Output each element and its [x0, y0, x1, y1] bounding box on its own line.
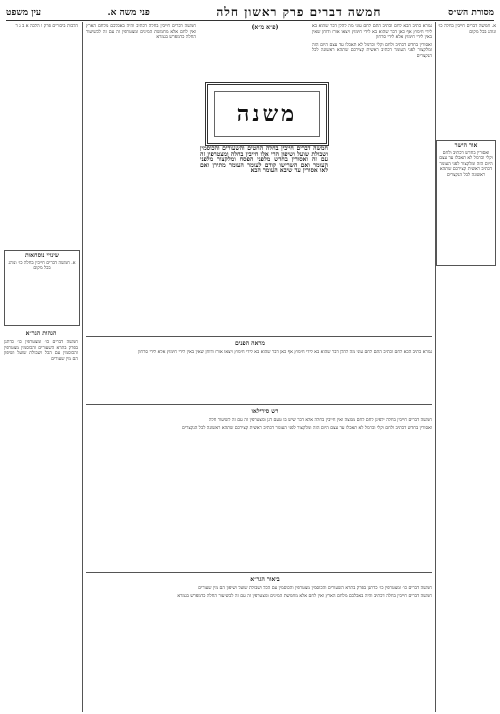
mareh-panim-body: גמרא כתיב הכא לחם וכתיב התם לחם עוני מה להלן דבר שהוא בא לידי חימוץ אף כאן דבר שהוא בא לידי חימוץ ויצאו אורז ודוחן שאין באין לידי חימוץ אלא לידי סרחון	[138, 350, 432, 355]
commentary-b: ואסורין בחדש דכתיב ולחם וקלי וכרמל לא תאכלו עד עצם היום הזה ומלקצור לפני העומר דכתיב ראשית קצירכם שתהא ראשונה לכל הנקצרים	[312, 42, 432, 59]
gra-body-2: חמשה דברים חייבין בחלה דכתיב והיה באכלכם מלחם הארץ ואין לחם אלא מחמשת המינים ומצטרפין זה עם זה לכשיעור החלה כדמפרש בגמרא	[177, 593, 432, 599]
pnei-moshe-text: חמשה דברים חייבין בחלה דכתיב והיה באכלכם מלחם הארץ ואין לחם אלא מחמשת המינים ומצטרפין זה עם זה לכשיעור החלה כדמפרש בגמרא	[86, 24, 196, 41]
page-title: משנה	[214, 91, 320, 137]
gra-body: חמשה דברים כו׳ ומצטרפין כו׳ כדתנן בפרק בתרא השעורים והכוסמין מצטרפין והכוסמין עם הכל ושבולת שועל ושיפון הם מין שעורים	[198, 586, 432, 591]
mareh-panim-text	[86, 350, 432, 400]
hagahot-heading: הגהות הגר״א	[25, 330, 57, 337]
outer-margin-left	[4, 24, 78, 124]
header-right: מסורת הש״ס	[448, 7, 494, 18]
header-center: חמשה דברים פרק ראשון חלה	[216, 4, 382, 19]
ohr-heading: אור הישר	[454, 142, 478, 149]
title-frame	[205, 82, 329, 146]
outer-note: הלכות ביכורים פרק ו הלכה א ב ג ד	[15, 24, 78, 29]
commentary-right	[312, 24, 432, 334]
rash-heading: רש סירילאו	[251, 408, 279, 415]
rash-body-2: ואסורין בחדש דכתיב ולחם וקלי וכרמל לא תאכלו עד עצם היום הזה ומלקצור לפני העומר דכתיב ראשית קצירכם שתהא ראשונה לכל הנקצרים	[182, 425, 432, 431]
running-header	[6, 4, 494, 21]
rash-text	[86, 418, 432, 568]
ohr-text: ואסורין בחדש דכתיב ולחם וקלי וכרמל לא תאכלו עד עצם היום הזה ומלקצור לפני העומר דכתיב ראשית קצירכם שתהא ראשונה לכל הנקצרים	[439, 150, 493, 178]
header-left-page: פני משה א.	[107, 7, 150, 18]
mishnah-text	[200, 146, 328, 321]
divider-right	[435, 22, 436, 712]
rash-body: חמשה דברים חייבין בחלה ילפינן לחם לחם ממצה ואין חייבין בחלה אלא דבר שיש בו טעם דגן ומצטרפין זה עם זה לשיעור חלה	[208, 418, 432, 423]
ohr-box	[436, 140, 496, 266]
commentary-a: גמרא כתיב הכא לחם וכתיב התם לחם עוני מה להלן דבר שהוא בא לידי חימוץ אף כאן דבר שהוא בא לידי חימוץ ויצאו אורז ודוחן שאין באין לידי חימוץ אלא לידי סרחון	[312, 24, 432, 41]
hagahot-text	[4, 340, 78, 710]
shinuyei-box	[4, 250, 80, 326]
side-note: א. חמשה דברים חייבין בחלה כו׳ ונוהג בכל מקום	[438, 24, 496, 35]
shinuyei-heading: שינויי נוסחאות	[24, 252, 60, 259]
shinuyei-text: א. חמשה דברים חייבין בחלה כו׳ ונוהג בכל מקום	[8, 260, 76, 272]
header-left-outer: עין משפט	[6, 7, 41, 18]
hagahot-body: חמשה דברים כו׳ ומצטרפין כו׳ כדתנן בפרק בתרא השעורים והכוסמין מצטרפין והכוסמין עם הכל ושבולת שועל ושיפון הם מין שעורים	[4, 340, 78, 362]
mareh-panim-heading: מראה הפנים	[235, 340, 265, 347]
divider-left	[82, 22, 83, 712]
divider-rash	[86, 404, 432, 405]
divider-middle	[86, 336, 432, 337]
gra-heading: ביאור הגר״א	[250, 576, 280, 583]
gra-text	[86, 586, 432, 708]
divider-gra	[86, 572, 432, 573]
outer-margin-right	[438, 24, 496, 134]
mishnah-body: חמשה דברים חייבין בחלה החטים והשעורים והכוסמין ושבולת שועל ושיפון הרי אלו חייבין בחלה ומצטרפין זה עם זה ואסורין בחדש מלפני הפסח ומלקצור מלפני העומר ואם השרישו קודם לעומר העומר מתירן ואם לאו אסורין עד שיבא העומר הבא	[200, 146, 328, 175]
commentary-left	[86, 24, 196, 334]
main-heading: (פ״א מ״א)	[251, 24, 279, 31]
